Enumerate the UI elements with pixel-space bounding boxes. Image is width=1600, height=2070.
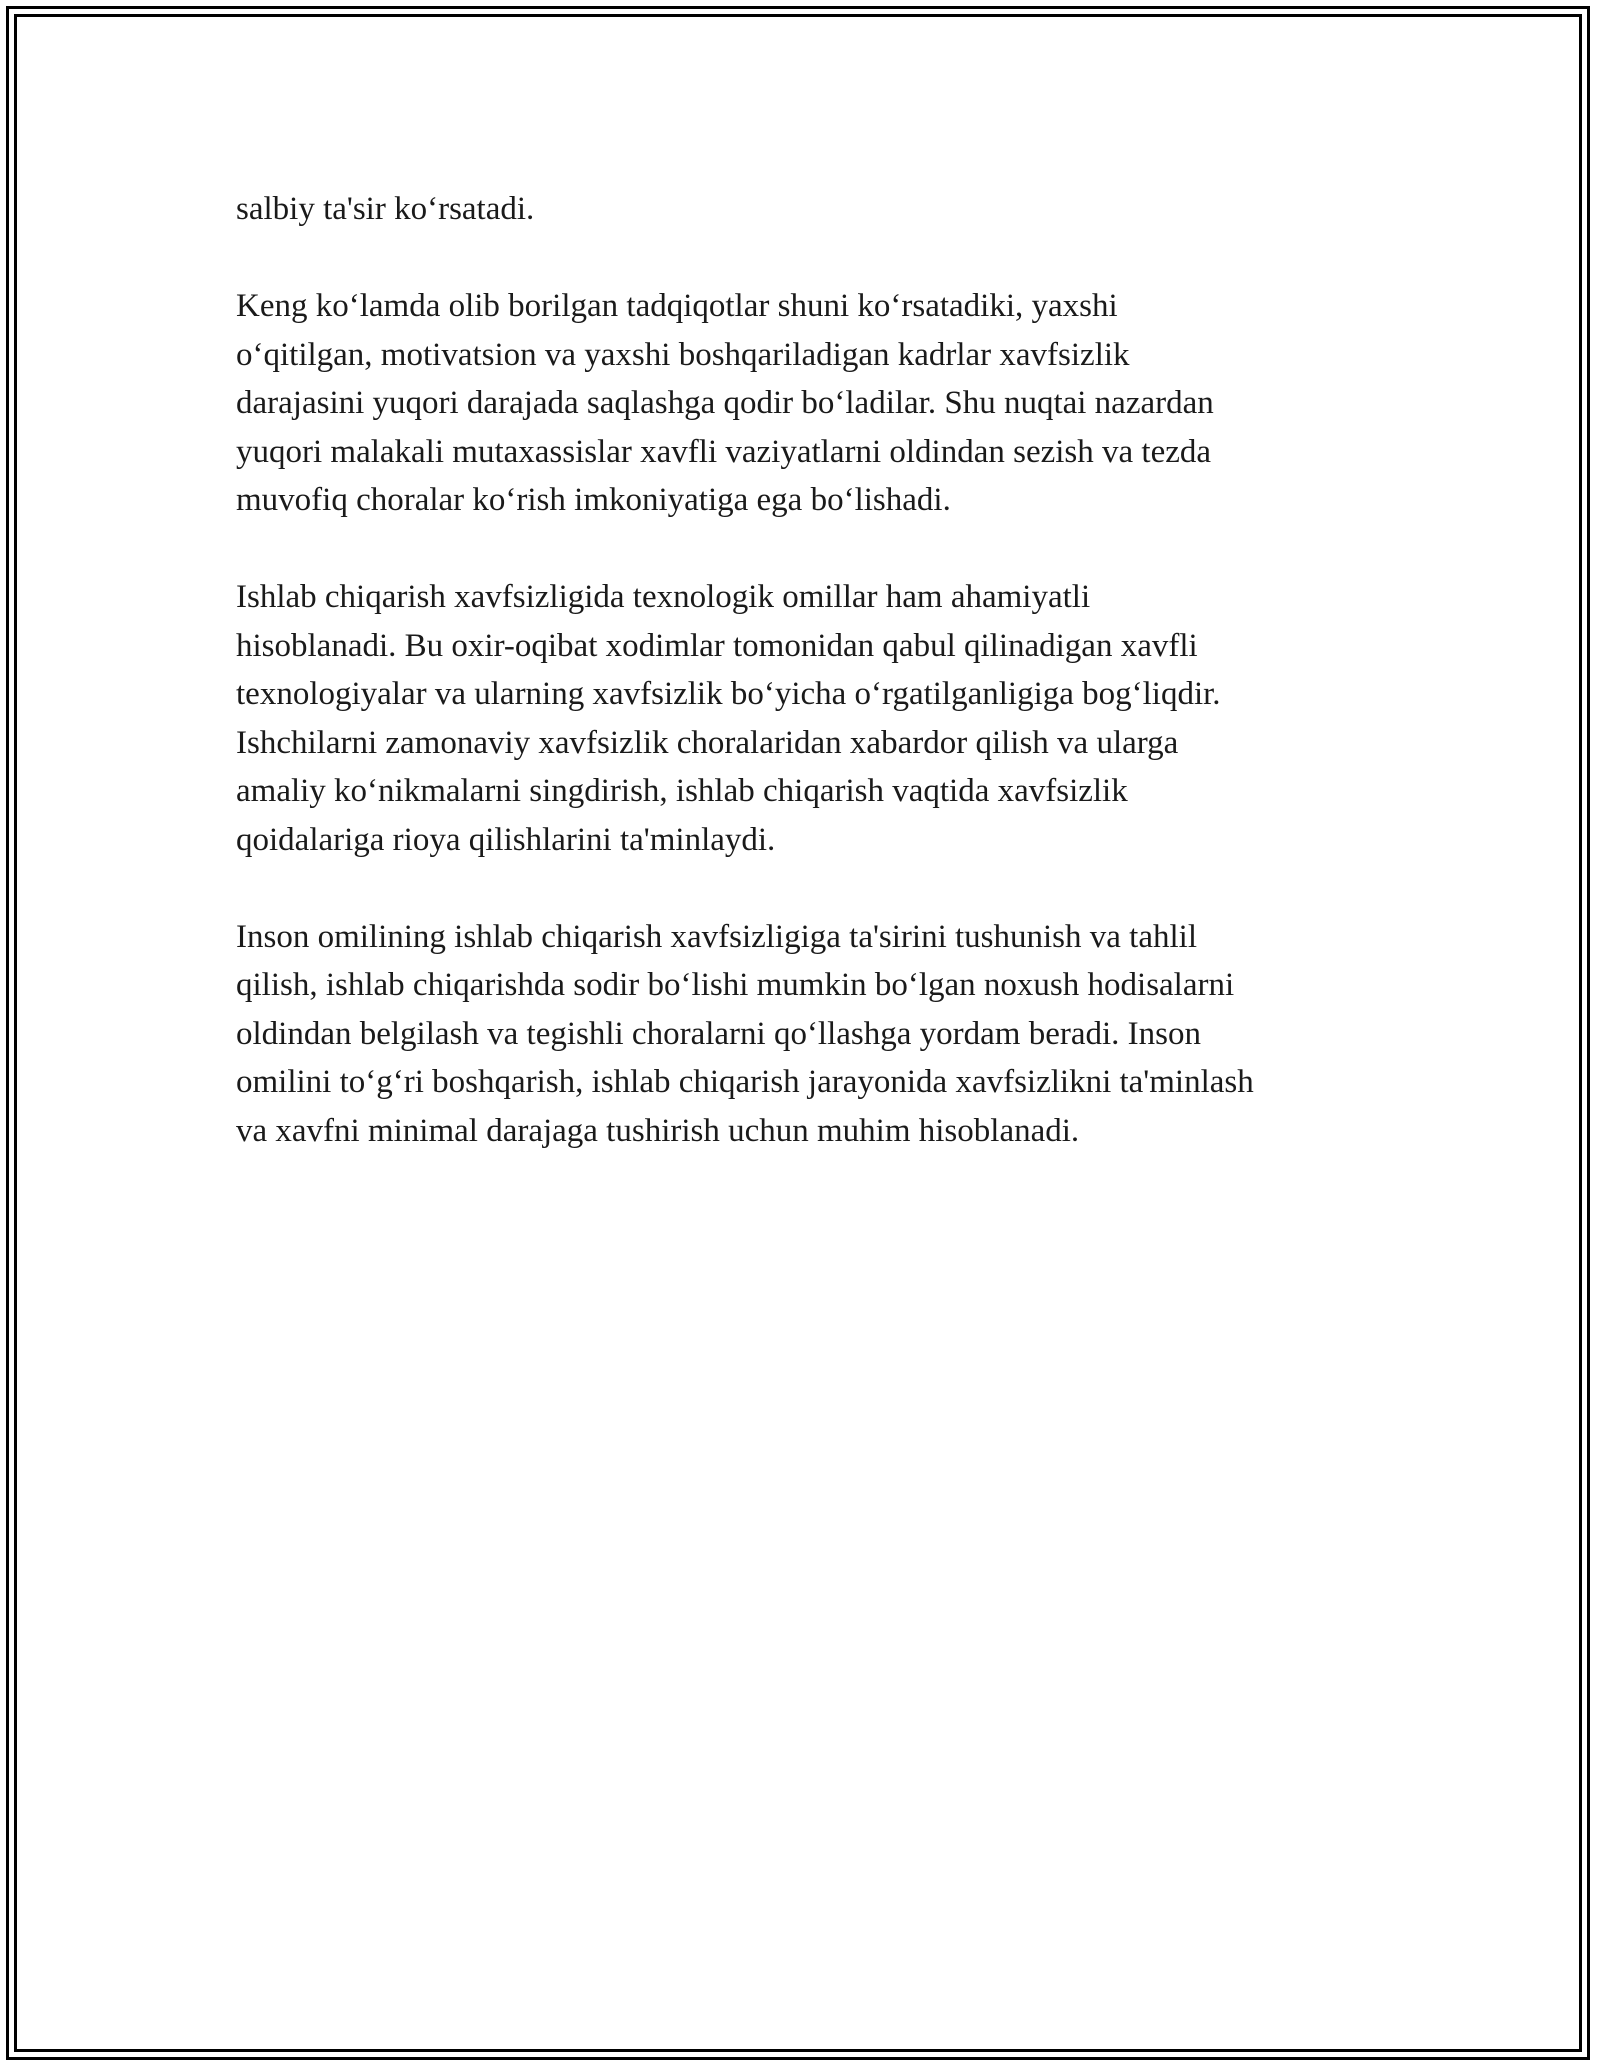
- paragraph-human-factor: Inson omilining ishlab chiqarish xavfsizligiga ta'sirini tushunish va tahlil qilish, ishlab chiqarishda sodir bo‘lishi mumkin bo‘lgan noxush hodisalarni oldindan belgilash va tegishli choralarni qo‘llashga yordam beradi. Inson omilini to‘g‘ri boshqarish, ishlab chiqarish jarayonida xavfsizlikni ta'minlash va xavfni minimal darajaga tushirish uchun muhim hisoblanadi.: [236, 918, 1254, 1149]
- paragraph-staff-training: Keng ko‘lamda olib borilgan tadqiqotlar shuni ko‘rsatadiki, yaxshi o‘qitilgan, motivatsion va yaxshi boshqariladigan kadrlar xavfsizlik darajasini yuqori darajada saqlashga qodir bo‘ladilar. Shu nuqtai nazardan yuqori malakali mutaxassislar xavfli vaziyatlarni oldindan sezish va tezda muvofiq choralar ko‘rish imkoniyatiga ega bo‘lishadi.: [236, 288, 1214, 518]
- document-body: [236, 185, 1396, 1204]
- paragraph-continuation: salbiy ta'sir ko‘rsatadi.: [236, 191, 535, 227]
- paragraph-technological-factors: Ishlab chiqarish xavfsizligida texnologik omillar ham ahamiyatli hisoblanadi. Bu oxir-oqibat xodimlar tomonidan qabul qilinadigan xavfli texnologiyalar va ularning xavfsizlik bo‘yicha o‘rgatilganligiga bog‘liqdir. Ishchilarni zamonaviy xavfsizlik choralaridan xabardor qilish va ularga amaliy ko‘nikmalarni singdirish, ishlab chiqarish vaqtida xavfsizlik qoidalariga rioya qilishlarini ta'minlaydi.: [236, 579, 1221, 858]
